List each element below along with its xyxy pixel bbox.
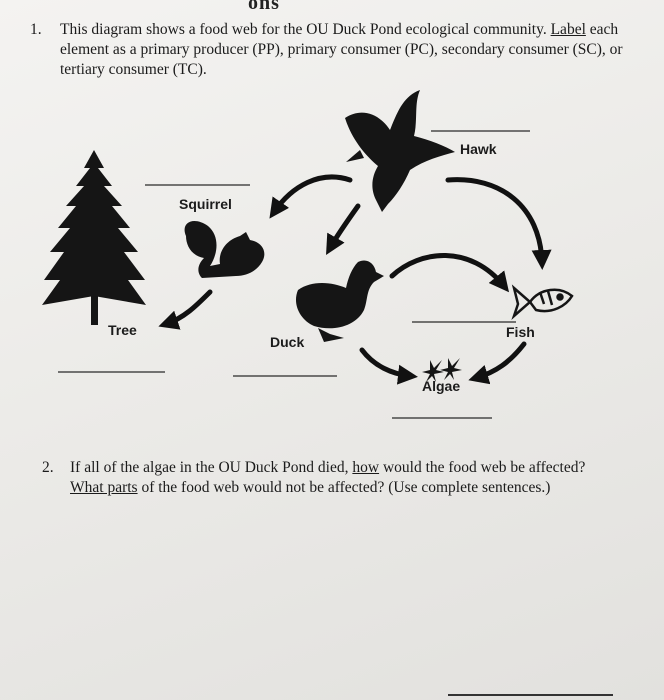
question-1-text-part1: This diagram shows a food web for the OU Duck Pond ecological community.: [60, 21, 551, 38]
arrow-duck-to-fish: [392, 255, 504, 286]
question-2-underlined-how: how: [352, 459, 380, 476]
hawk-icon: [345, 90, 455, 212]
label-algae: Algae: [422, 378, 461, 394]
question-1-underlined-word: Label: [550, 21, 586, 38]
squirrel-icon: [185, 221, 265, 278]
label-duck: Duck: [270, 334, 305, 350]
tree-icon: [42, 150, 146, 325]
question-2-text-part2: would the food web be affected?: [379, 459, 586, 476]
label-hawk: Hawk: [460, 141, 497, 157]
question-2-text-part1: If all of the algae in the OU Duck Pond died,: [70, 459, 353, 476]
label-squirrel: Squirrel: [179, 196, 232, 212]
bottom-answer-line: [448, 694, 613, 696]
question-2: [42, 458, 602, 498]
arrow-fish-to-algae: [476, 344, 524, 378]
arrow-squirrel-to-tree: [166, 292, 210, 324]
question-2-text: [70, 458, 602, 498]
arrow-hawk-to-duck: [330, 206, 358, 248]
question-1-text-part2: each element as a primary producer (PP), primary consumer (PC), secondary consumer (SC), or tertiary consumer (TC).: [60, 21, 623, 78]
question-1-number: 1.: [30, 21, 42, 38]
label-fish: Fish: [506, 324, 535, 340]
arrow-hawk-to-fish: [448, 180, 542, 262]
question-2-underlined-what-parts: What parts: [70, 479, 138, 496]
arrow-hawk-to-squirrel: [274, 177, 350, 212]
fish-icon: [514, 288, 572, 316]
page-header-fragment: ons: [248, 0, 280, 14]
label-tree: Tree: [108, 322, 137, 338]
question-2-text-part3: of the food web would not be affected? (Use complete sentences.): [137, 479, 551, 496]
arrow-duck-to-algae: [362, 350, 410, 376]
question-2-number: 2.: [42, 459, 54, 476]
duck-icon: [296, 260, 384, 342]
